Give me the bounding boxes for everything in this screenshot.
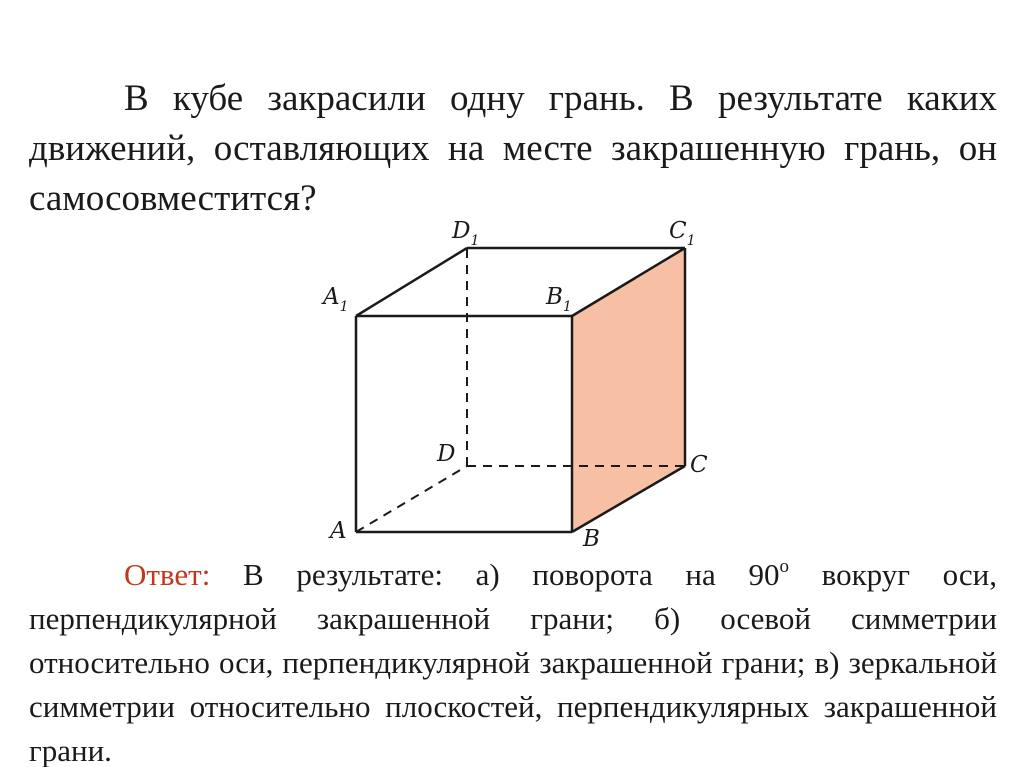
answer-body-start: В результате: а) поворота на 90: [210, 557, 780, 592]
vertex-label-D1: $D_1$: [452, 218, 480, 249]
vertex-label-A: A: [330, 518, 347, 544]
vertex-label-B: B: [583, 526, 600, 552]
edge-AD: [356, 466, 467, 532]
vertex-label-A1: $A_1$: [323, 284, 349, 315]
vertex-label-C1: $C_1$: [669, 218, 696, 249]
answer-label: Ответ:: [124, 557, 211, 592]
answer-body-end: вокруг оси, перпендикулярной закрашенной грани; б) осевой симметрии относительно оси, перпендикулярной закрашенной грани; в) зеркальной симметрии относительно плоскостей, перпендикулярных закрашенной грани.: [29, 557, 997, 767]
answer-text: [29, 553, 997, 767]
edge-D1A1: [356, 248, 467, 316]
degree-superscript: o: [779, 556, 789, 577]
vertex-label-B1: $B_1$: [546, 284, 572, 315]
question-text: В кубе закрасили одну грань. В результате каких движений, оставляющих на месте закрашенную грань, он самосовместится?: [29, 78, 997, 219]
vertex-label-C: C: [690, 452, 708, 478]
shaded-face: [572, 248, 685, 532]
vertex-label-D: D: [437, 441, 456, 467]
